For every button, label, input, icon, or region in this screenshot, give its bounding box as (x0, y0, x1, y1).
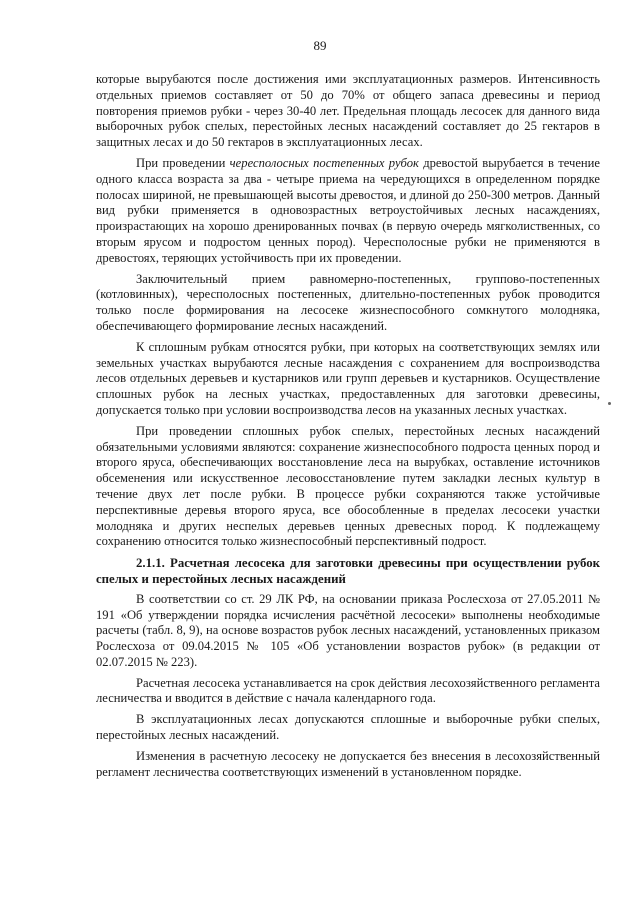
page-number: 89 (313, 38, 327, 53)
paragraph-cutting-term: Расчетная лесосека устанавливается на срок действия лесохозяйственного регламента лесничества и вводится в действие с начала календарного года. (96, 675, 600, 706)
scan-speck (608, 402, 611, 405)
paragraph-final-stage: Заключительный прием равномерно-постепенных, группово-постепенных (котловинных), чересполосных постепенных, длительно-постепенных рубок проводится только после формирования на лесосеке жизнеспособного сомкнутого молодняка, обеспечивающего формирование лесных насаждений. (96, 271, 600, 333)
paragraph-continuation: которые вырубаются после достижения ими эксплуатационных размеров. Интенсивность отдельных приемов составляет от 50 до 70% от общего запаса древесины и период повторения приемов рубки - через 30-40 лет. Предельная площадь лесосек для данного вида выборочных рубок спелых, перестойных лесных насаждений составляет до 25 гектаров в защитных лесах и до 50 гектаров в эксплуатационных лесах. (96, 72, 600, 150)
document-body (96, 72, 600, 785)
paragraph-clear-cuttings: К сплошным рубкам относятся рубки, при которых на соответствующих землях или земельных участках вырубаются лесные насаждения с сохранением для воспроизводства лесов отдельных деревьев и кустарников или групп деревьев и кустарников. Осуществление сплошных рубок на лесных участках, предоставленных для заготовки древесины, допускается только при условии воспроизводства лесов на указанных лесных участках. (96, 339, 600, 417)
paragraph-exploitation-forests: В эксплуатационных лесах допускаются сплошные и выборочные рубки спелых, перестойных лесных насаждений. (96, 712, 600, 743)
paragraph-strip-cuttings (96, 156, 600, 267)
section-heading: 2.1.1. Расчетная лесосека для заготовки древесины при осуществлении рубок спелых и перестойных лесных насаждений (96, 556, 600, 586)
italic-term: чересполосных постепенных рубок (229, 155, 419, 170)
paragraph-clear-cuttings-conditions: При проведении сплошных рубок спелых, перестойных лесных насаждений обязательными условиями являются: сохранение жизнеспособного подроста ценных пород и второго яруса, обеспечивающих восстановление леса на вырубках, оставление источников обсеменения или искусственное лесовосстановление путем закладки лесных культур в течение двух лет после рубки. В процессе рубки сохраняются также устойчивые перспективные деревья второго яруса, все обособленные в пределах лесосеки участки молодняка и других неспелых деревьев ценных древесных пород. К подлежащему сохранению относится только жизнеспособный перспективный подрост. (96, 423, 600, 549)
paragraph-calculation-basis: В соответствии со ст. 29 ЛК РФ, на основании приказа Рослесхоза от 27.05.2011 № 191 «Об утверждении порядка исчисления расчётной лесосеки» выполнены необходимые расчеты (табл. 8, 9), на основе возрастов рубок лесных насаждений, установленных приказом Рослесхоза от 09.04.2015 № 105 «Об установлении возрастов рубок» (в редакции от 02.07.2015 № 223). (96, 591, 600, 669)
paragraph-strip-cuttings-text: При проведении чересполосных постепенных рубок древостой вырубается в течение одного класса возраста за два - четыре приема на чередующихся в определенном порядке полосах шириной, не превышающей высоты древостоя, и длиной до 250-300 метров. Данный вид рубки применяется в одновозрастных ветроустойчивых лесных насаждениях, произрастающих на хорошо дренированных почвах (в первую очередь мягколиственных, со вторым ярусом и подростом ценных пород). Чересполосные рубки не применяются в древостоях, теряющих устойчивость при их проведении. (96, 155, 601, 265)
paragraph-changes: Изменения в расчетную лесосеку не допускается без внесения в лесохозяйственный регламент лесничества соответствующих изменений в установленном порядке. (96, 748, 600, 779)
